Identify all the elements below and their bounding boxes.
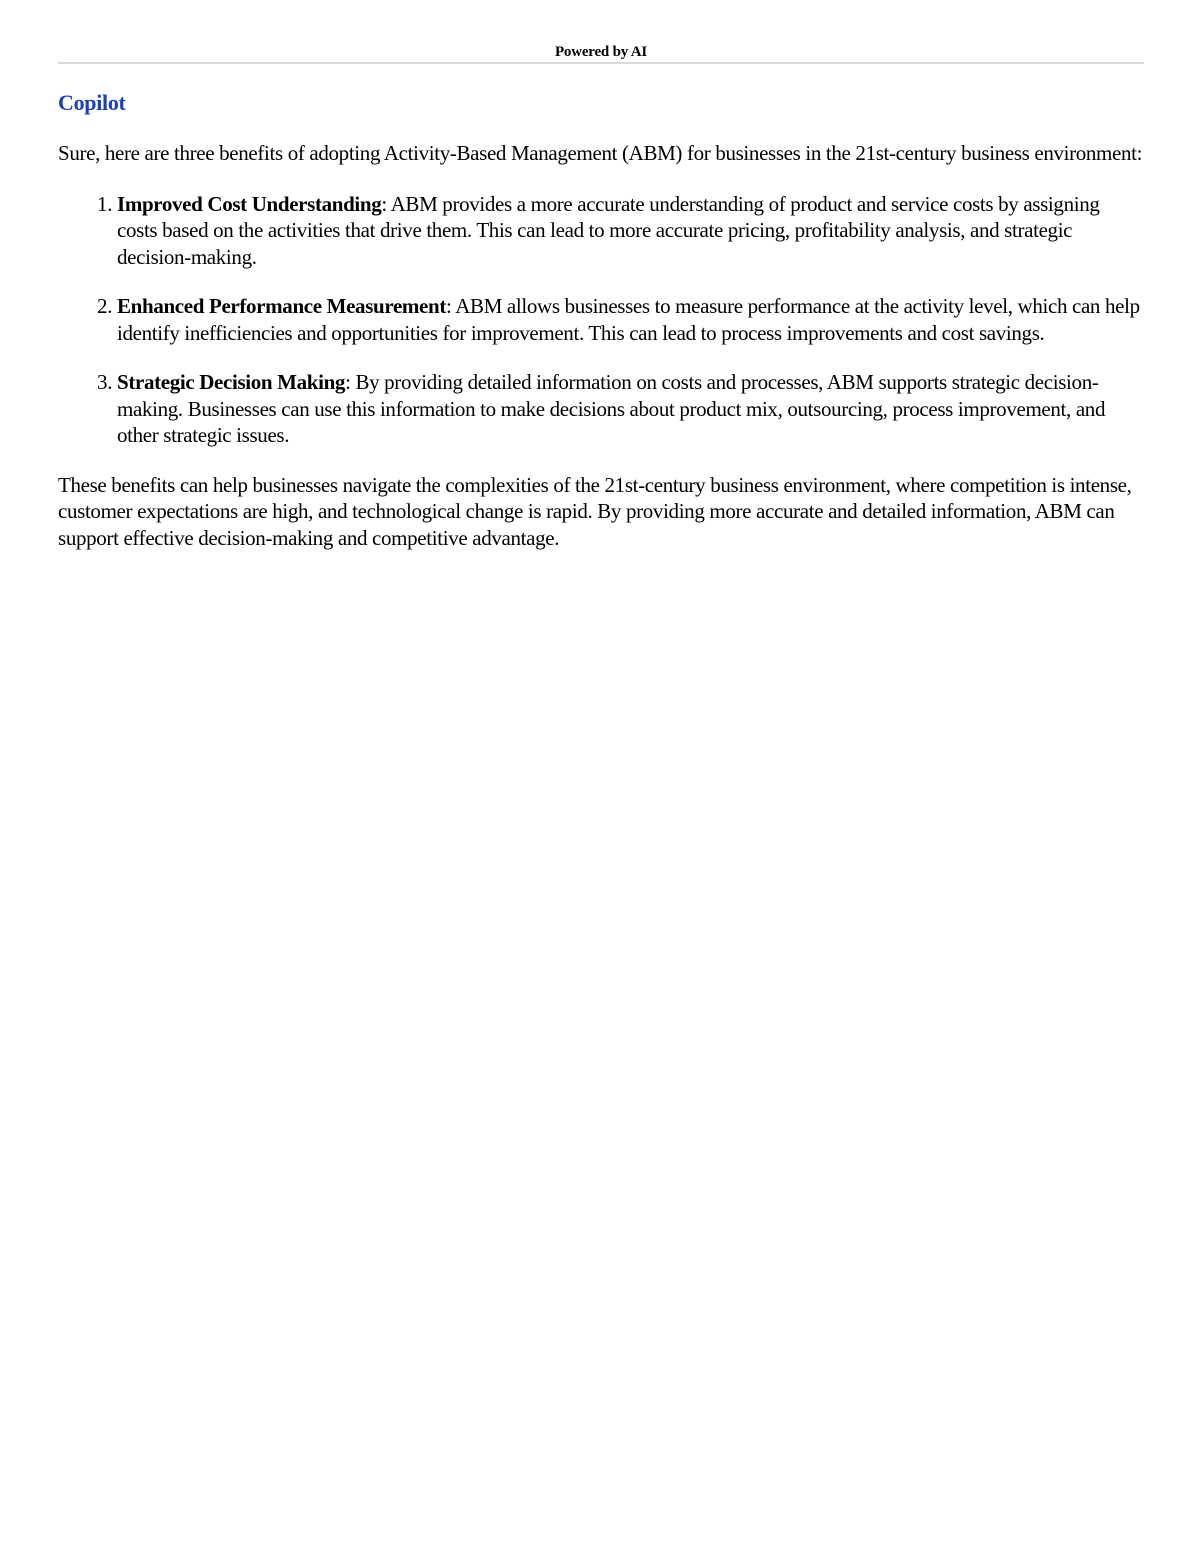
header-divider: [58, 62, 1144, 64]
benefit-text: : By providing detailed information on costs and processes, ABM supports strategic decision-making. Businesses can use this information to make decisions about product mix, outsourcing, process improvement, and other strategic issues.: [117, 370, 1106, 447]
benefit-term: Improved Cost Understanding: [117, 191, 382, 216]
list-item: [117, 191, 1144, 271]
page-header: Powered by AI: [554, 44, 648, 60]
benefit-term: Enhanced Performance Measurement: [117, 294, 447, 318]
conclusion-paragraph: These benefits can help businesses navigate the complexities of the 21st-century business environment, where competition is intense, customer expectations are high, and technological change is rapid. By providing more accurate and detailed information, ABM can support effective decision-making and competitive advantage.: [58, 472, 1132, 550]
list-item: [117, 293, 1144, 346]
benefit-text: : ABM allows businesses to measure performance at the activity level, which can help identify inefficiencies and opportunities for improvement. This can lead to process improvements and cost savings.: [117, 294, 1140, 345]
list-item: [117, 369, 1144, 449]
benefit-text: : ABM provides a more accurate understanding of product and service costs by assigning costs based on the activities that drive them. This can lead to more accurate pricing, profitability analysis, and strategic decision-making.: [117, 191, 1100, 269]
benefits-list: [58, 191, 1144, 449]
intro-paragraph: Sure, here are three benefits of adopting Activity-Based Management (ABM) for businesses in the 21st-century business environment:: [58, 141, 1143, 165]
benefit-term: Strategic Decision Making: [117, 370, 346, 394]
document-page: [58, 0, 1144, 551]
document-title: Copilot: [58, 90, 126, 115]
